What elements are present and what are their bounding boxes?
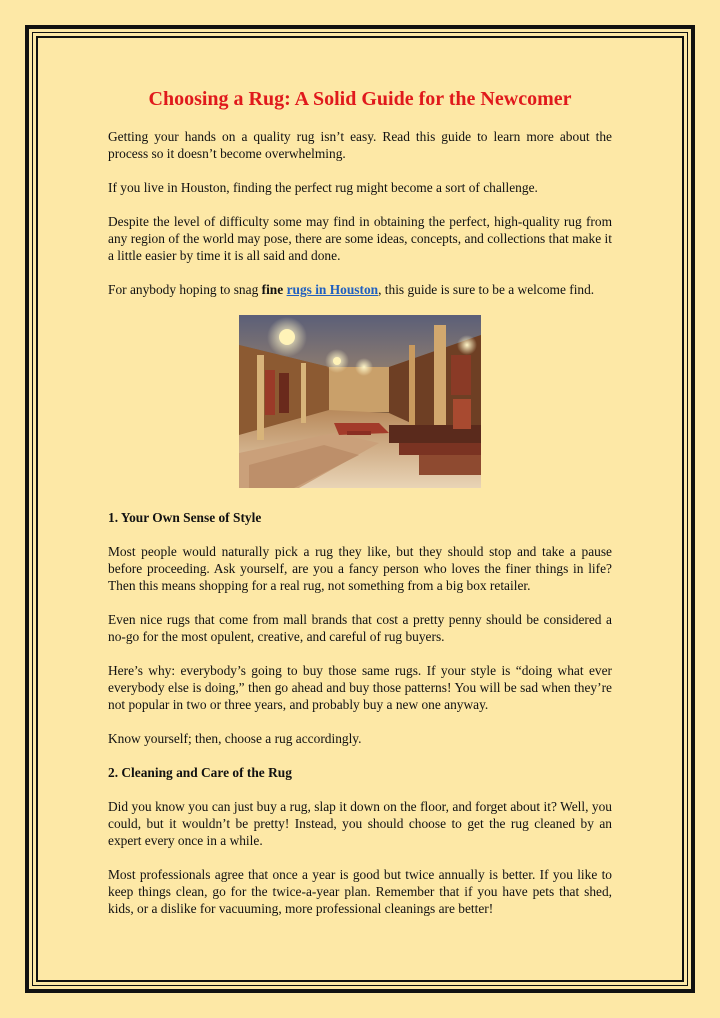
rug-showroom-photo xyxy=(239,315,481,488)
paragraph-intro: Getting your hands on a quality rug isn’t easy. Read this guide to learn more about the process so it doesn’t become overwhelming. xyxy=(108,129,612,161)
rugs-in-houston-link[interactable]: rugs in Houston xyxy=(286,282,379,297)
heading-cleaning-care: 2. Cleaning and Care of the Rug xyxy=(108,765,292,780)
paragraph-difficulty: Despite the level of difficulty some may find in obtaining the perfect, high-quality rug from any region of the world may pose, there are some ideas, concepts, and collections that make it a little easier by time it is all said and done. xyxy=(108,214,612,263)
showroom-illustration xyxy=(239,315,481,488)
paragraph-heres-why: Here’s why: everybody’s going to buy those same rugs. If your style is “doing what ever everybody else is doing,” then go ahead and buy those patterns! You will be sad when they’re not popular in two or three years, and probably buy a new one anyway. xyxy=(108,663,612,712)
paragraph-houston: If you live in Houston, finding the perfect rug might become a sort of challenge. xyxy=(108,180,538,195)
bold-word-fine: fine xyxy=(261,282,284,297)
paragraph-pick-rug: Most people would naturally pick a rug they like, but they should stop and take a pause before proceeding. Ask yourself, are you a fancy person who loves the finer things in life? Then this means shopping for a real rug, not something from a big box retailer. xyxy=(108,544,612,593)
paragraph-professionals: Most professionals agree that once a year is good but twice annually is better. If you like to keep things clean, go for the twice-a-year plan. Remember that if you have pets that shed, kids, or a dislike for vacuuming, more professional cleanings are better! xyxy=(108,867,612,916)
article-title: Choosing a Rug: A Solid Guide for the Newcomer xyxy=(148,88,572,110)
paragraph-mall-brands: Even nice rugs that come from mall brands that cost a pretty penny should be considered a no-go for the most opulent, creative, and careful of rug buyers. xyxy=(108,612,612,644)
paragraph-fine-rugs xyxy=(108,281,612,298)
text-segment: , this guide is sure to be a welcome find. xyxy=(378,282,595,297)
article-body xyxy=(108,86,612,934)
text-segment: For anybody hoping to snag xyxy=(108,282,262,297)
paragraph-cleaning: Did you know you can just buy a rug, slap it down on the floor, and forget about it? Well, you could, but it wouldn’t be pretty! Instead, you should choose to get the rug cleaned by an expert every once in a while. xyxy=(108,799,612,848)
heading-sense-of-style: 1. Your Own Sense of Style xyxy=(108,510,262,525)
paragraph-know-yourself: Know yourself; then, choose a rug accordingly. xyxy=(108,731,362,746)
